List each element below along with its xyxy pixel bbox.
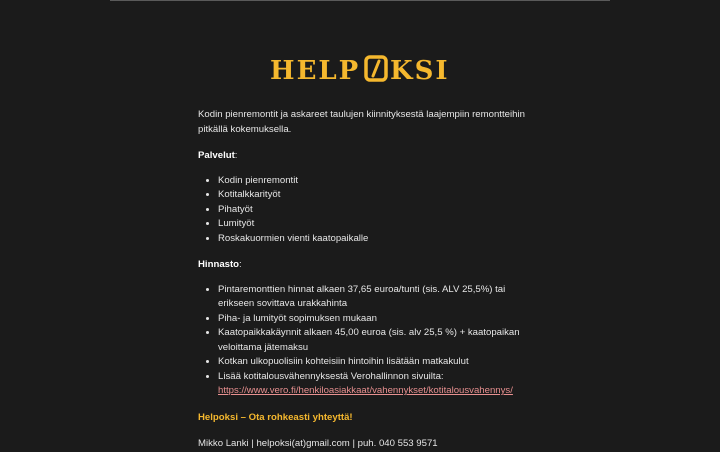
list-item [218, 370, 528, 399]
top-divider [110, 0, 610, 1]
site-logo[interactable] [0, 52, 720, 86]
main-content [198, 108, 528, 452]
intro-text: Kodin pienremontit ja askareet taulujen kiinnityksestä laajempiin remontteihin pitkällä kokemuksella. [198, 109, 525, 135]
contact-info: Mikko Lanki | helpoksi(at)gmail.com | puh. 040 553 9571 [198, 438, 438, 449]
logo-text-right: KSI [390, 56, 450, 84]
list-item: • Kodin pienremontit [218, 174, 528, 189]
pricing-list [198, 283, 528, 399]
pricing-heading: Hinnasto: [198, 259, 242, 270]
list-item: • Kotitalkkarityöt [218, 188, 528, 203]
cta-text: Helpoksi – Ota rohkeasti yhteyttä! [198, 411, 353, 423]
list-item: • Kotkan ulkopuolisiin kohteisiin hintoihin lisätään matkakulut [218, 355, 528, 370]
services-list [198, 174, 528, 247]
list-item: • Piha- ja lumityöt sopimuksen mukaan [218, 312, 528, 327]
list-item: • Kaatopaikkakäynnit alkaen 45,00 euroa (sis. alv 25,5 %) + kaatopaikan veloittama jätemaksu [218, 326, 528, 355]
vero-info-text: Lisää kotitalousvähennyksestä Verohallinnon sivuilta: [218, 370, 444, 382]
list-item: • Pihatyöt [218, 203, 528, 218]
helpoksi-logo-icon [270, 54, 450, 84]
vero-link[interactable]: https://www.vero.fi/henkiloasiakkaat/vahennykset/kotitalousvahennys/ [218, 385, 513, 396]
pricing-title: Hinnasto [198, 259, 240, 270]
logo-text-left: HELP [270, 56, 361, 84]
list-item: • Lumityöt [218, 217, 528, 232]
list-item: • Pintaremonttien hinnat alkaen 37,65 euroa/tunti (sis. ALV 25,5%) tai erikseen sovittava urakkahinta [218, 283, 528, 312]
list-item: • Roskakuormien vienti kaatopaikalle [218, 232, 528, 247]
services-title: Palvelut [198, 150, 235, 161]
logo-o-icon [366, 57, 386, 80]
services-heading: Palvelut: [198, 150, 238, 161]
